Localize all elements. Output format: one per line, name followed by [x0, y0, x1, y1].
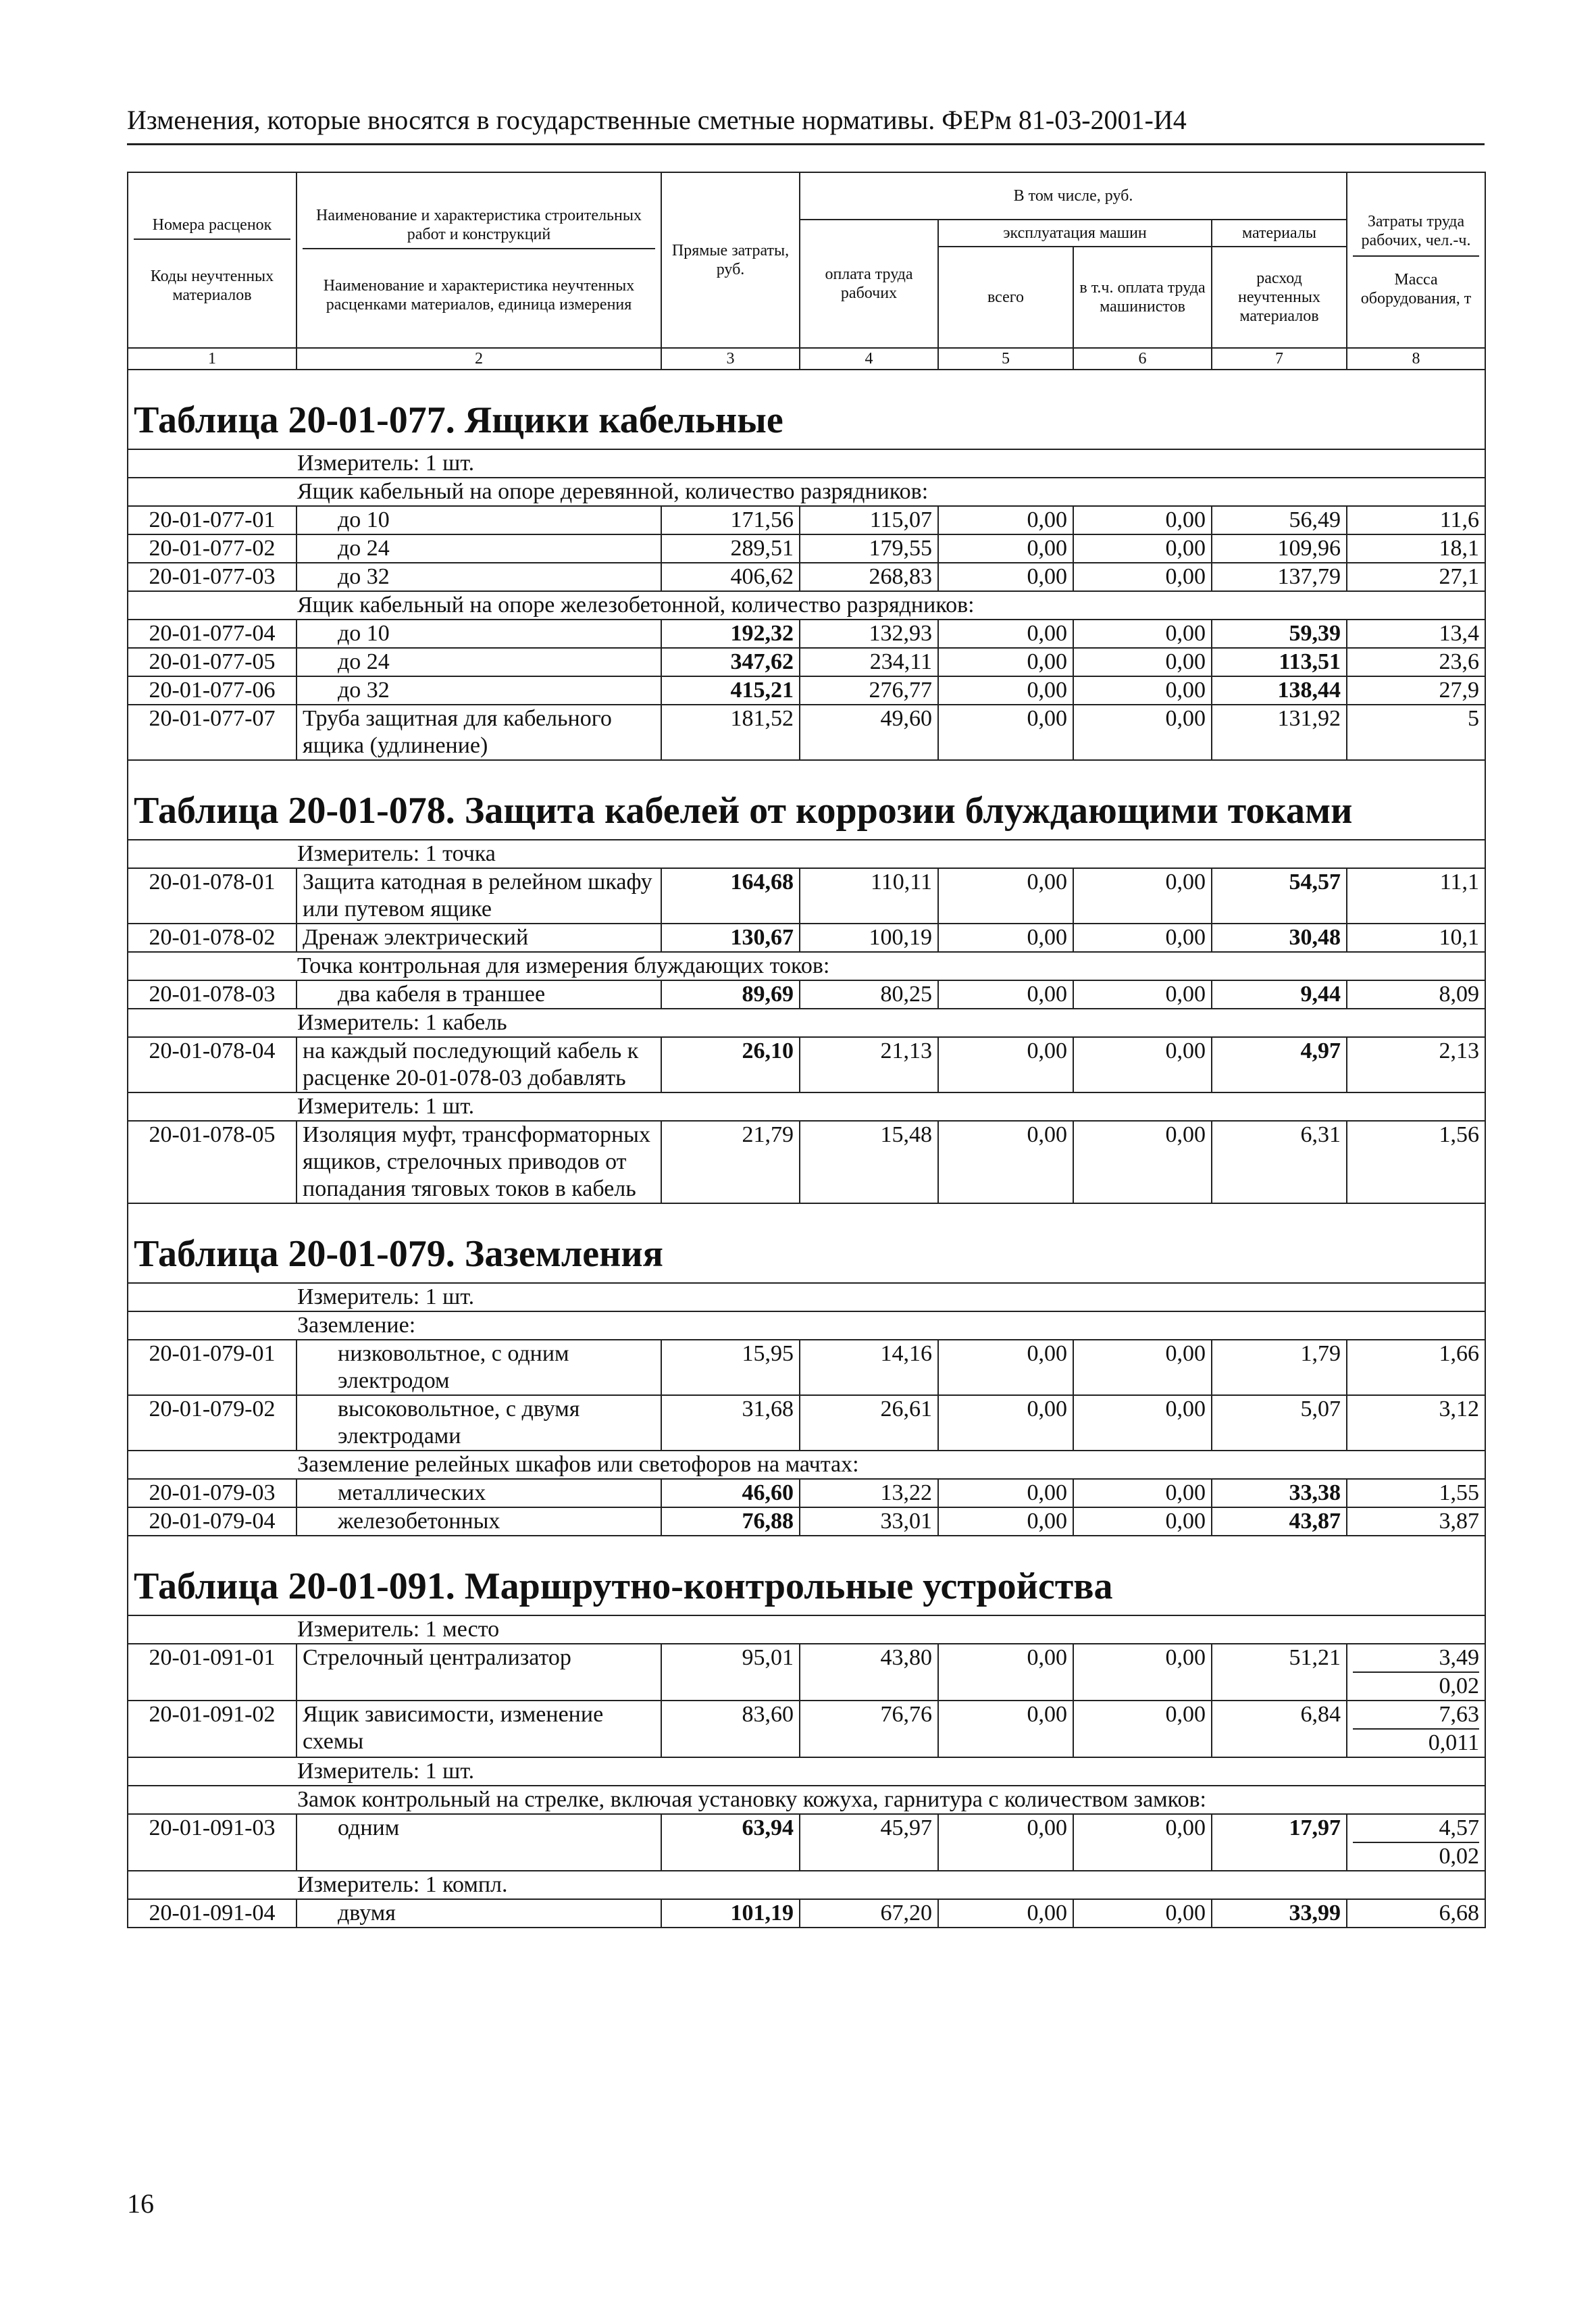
row-labor: 27,9 [1347, 676, 1485, 705]
row-mass: 0,011 [1353, 1728, 1479, 1757]
row-labor-mass [1347, 1644, 1485, 1701]
col-codes-header: Номера расценок Коды неучтенных материалов [128, 172, 297, 348]
row-machines-wage: 0,00 [1073, 676, 1212, 705]
column-number: 7 [1212, 348, 1347, 370]
row-code: 20-01-091-02 [128, 1701, 297, 1757]
table-row [128, 705, 1485, 760]
row-code: 20-01-077-06 [128, 676, 297, 705]
row-code: 20-01-079-04 [128, 1507, 297, 1536]
col-materials-spend-header: расход неучтенных материалов [1212, 247, 1347, 348]
row-materials: 1,79 [1212, 1340, 1347, 1395]
subgroup-label: Ящик кабельный на опоре железобетонной, количество разрядников: [128, 591, 1485, 620]
row-machines: 0,00 [938, 980, 1073, 1009]
row-labor: 2,13 [1347, 1037, 1485, 1092]
row-direct: 181,52 [661, 705, 800, 760]
row-machines-wage: 0,00 [1073, 1701, 1212, 1757]
table-row [128, 1899, 1485, 1928]
row-labor: 5 [1347, 705, 1485, 760]
row-name: Изоляция муфт, трансформаторных ящиков, стрелочных приводов от попадания тяговых токов в кабель [297, 1121, 661, 1203]
row-direct: 26,10 [661, 1037, 800, 1092]
subgroup-label: Замок контрольный на стрелке, включая установку кожуха, гарнитура с количеством замков: [128, 1786, 1485, 1814]
row-code: 20-01-078-01 [128, 868, 297, 924]
column-numbers-row [128, 348, 1485, 370]
row-materials: 54,57 [1212, 868, 1347, 924]
table-row [128, 868, 1485, 924]
row-machines: 0,00 [938, 1479, 1073, 1507]
row-labor: 3,49 [1439, 1645, 1479, 1670]
row-labor: 27,1 [1347, 563, 1485, 591]
column-number: 3 [661, 348, 800, 370]
row-name: металлических [297, 1479, 661, 1507]
row-wage: 49,60 [800, 705, 938, 760]
col-machines-header: эксплуатация машин [938, 220, 1212, 247]
row-materials: 6,31 [1212, 1121, 1347, 1203]
column-number: 5 [938, 348, 1073, 370]
table-row [128, 506, 1485, 534]
row-labor: 13,4 [1347, 620, 1485, 648]
row-code: 20-01-077-05 [128, 648, 297, 676]
row-labor: 8,09 [1347, 980, 1485, 1009]
table-row [128, 620, 1485, 648]
row-materials: 5,07 [1212, 1395, 1347, 1451]
row-direct: 289,51 [661, 534, 800, 563]
meter-label: Измеритель: 1 шт. [128, 449, 1485, 478]
row-wage: 45,97 [800, 1814, 938, 1871]
row-labor-mass [1347, 1814, 1485, 1871]
col-incl-header: В том числе, руб. [800, 172, 1347, 220]
meter-label: Измеритель: 1 шт. [128, 1092, 1485, 1121]
row-machines: 0,00 [938, 1340, 1073, 1395]
table-row [128, 1121, 1485, 1203]
row-name: до 24 [297, 648, 661, 676]
row-machines: 0,00 [938, 1701, 1073, 1757]
row-mass: 0,02 [1353, 1842, 1479, 1870]
row-name: Ящик зависимости, изменение схемы [297, 1701, 661, 1757]
col-wage-header: оплата труда рабочих [800, 220, 938, 348]
row-materials: 30,48 [1212, 924, 1347, 952]
row-wage: 179,55 [800, 534, 938, 563]
table-row [128, 1340, 1485, 1395]
row-wage: 43,80 [800, 1644, 938, 1701]
row-labor: 7,63 [1439, 1702, 1479, 1727]
row-name: Стрелочный централизатор [297, 1644, 661, 1701]
row-name: железобетонных [297, 1507, 661, 1536]
page-number: 16 [127, 2188, 154, 2219]
row-labor: 1,66 [1347, 1340, 1485, 1395]
row-name: до 24 [297, 534, 661, 563]
row-direct: 76,88 [661, 1507, 800, 1536]
row-machines-wage: 0,00 [1073, 980, 1212, 1009]
row-direct: 415,21 [661, 676, 800, 705]
row-wage: 15,48 [800, 1121, 938, 1203]
row-name: двумя [297, 1899, 661, 1928]
norms-table [127, 172, 1486, 1928]
table-row [128, 924, 1485, 952]
row-materials: 113,51 [1212, 648, 1347, 676]
row-name: до 10 [297, 506, 661, 534]
row-code: 20-01-077-03 [128, 563, 297, 591]
row-mass: 0,02 [1353, 1671, 1479, 1700]
row-name: Защита катодная в релейном шкафу или путевом ящике [297, 868, 661, 924]
table-row [128, 648, 1485, 676]
table-title-091: Таблица 20-01-091. Маршрутно-контрольные устройства [128, 1536, 1485, 1615]
row-wage: 80,25 [800, 980, 938, 1009]
table-row [128, 1644, 1485, 1701]
row-materials: 33,99 [1212, 1899, 1347, 1928]
row-direct: 89,69 [661, 980, 800, 1009]
row-code: 20-01-079-01 [128, 1340, 297, 1395]
table-row [128, 563, 1485, 591]
row-machines: 0,00 [938, 506, 1073, 534]
row-name: до 32 [297, 676, 661, 705]
norms-table-container [127, 172, 1485, 1928]
row-materials: 33,38 [1212, 1479, 1347, 1507]
row-materials: 138,44 [1212, 676, 1347, 705]
row-materials: 59,39 [1212, 620, 1347, 648]
col-labor-header: Затраты труда рабочих, чел.-ч. Масса оборудования, т [1347, 172, 1485, 348]
column-number: 1 [128, 348, 297, 370]
row-machines: 0,00 [938, 1395, 1073, 1451]
row-code: 20-01-078-03 [128, 980, 297, 1009]
row-code: 20-01-077-04 [128, 620, 297, 648]
row-machines-wage: 0,00 [1073, 1814, 1212, 1871]
row-wage: 268,83 [800, 563, 938, 591]
row-name: Труба защитная для кабельного ящика (удлинение) [297, 705, 661, 760]
col-materials-header: материалы [1212, 220, 1347, 247]
row-code: 20-01-078-04 [128, 1037, 297, 1092]
row-wage: 67,20 [800, 1899, 938, 1928]
row-wage: 21,13 [800, 1037, 938, 1092]
row-machines: 0,00 [938, 1507, 1073, 1536]
row-machines: 0,00 [938, 620, 1073, 648]
row-direct: 171,56 [661, 506, 800, 534]
row-machines-wage: 0,00 [1073, 868, 1212, 924]
row-wage: 100,19 [800, 924, 938, 952]
column-number: 4 [800, 348, 938, 370]
row-labor: 11,1 [1347, 868, 1485, 924]
row-machines-wage: 0,00 [1073, 705, 1212, 760]
row-labor: 3,87 [1347, 1507, 1485, 1536]
row-direct: 83,60 [661, 1701, 800, 1757]
meter-label: Измеритель: 1 компл. [128, 1871, 1485, 1899]
row-machines-wage: 0,00 [1073, 1507, 1212, 1536]
row-machines-wage: 0,00 [1073, 620, 1212, 648]
row-labor: 23,6 [1347, 648, 1485, 676]
row-machines-wage: 0,00 [1073, 1644, 1212, 1701]
table-row [128, 534, 1485, 563]
row-labor: 10,1 [1347, 924, 1485, 952]
row-machines-wage: 0,00 [1073, 563, 1212, 591]
row-wage: 132,93 [800, 620, 938, 648]
row-machines-wage: 0,00 [1073, 506, 1212, 534]
meter-label: Измеритель: 1 шт. [128, 1757, 1485, 1786]
row-direct: 347,62 [661, 648, 800, 676]
row-machines: 0,00 [938, 676, 1073, 705]
row-direct: 95,01 [661, 1644, 800, 1701]
meter-label: Измеритель: 1 точка [128, 840, 1485, 868]
row-materials: 17,97 [1212, 1814, 1347, 1871]
row-name: высоковольтное, с двумя электродами [297, 1395, 661, 1451]
row-direct: 63,94 [661, 1814, 800, 1871]
row-labor: 6,68 [1347, 1899, 1485, 1928]
col-machines-total-header: всего [938, 247, 1073, 348]
row-name: два кабеля в траншее [297, 980, 661, 1009]
table-title-078: Таблица 20-01-078. Защита кабелей от коррозии блуждающими токами [128, 760, 1485, 840]
row-name: одним [297, 1814, 661, 1871]
row-wage: 13,22 [800, 1479, 938, 1507]
row-labor: 4,57 [1439, 1815, 1479, 1840]
row-direct: 46,60 [661, 1479, 800, 1507]
table-row [128, 676, 1485, 705]
row-materials: 56,49 [1212, 506, 1347, 534]
row-machines: 0,00 [938, 534, 1073, 563]
table-title-077: Таблица 20-01-077. Ящики кабельные [128, 370, 1485, 449]
table-row [128, 1395, 1485, 1451]
row-machines: 0,00 [938, 648, 1073, 676]
row-wage: 26,61 [800, 1395, 938, 1451]
column-number: 2 [297, 348, 661, 370]
row-code: 20-01-078-02 [128, 924, 297, 952]
row-machines-wage: 0,00 [1073, 1121, 1212, 1203]
column-number: 6 [1073, 348, 1212, 370]
row-code: 20-01-079-03 [128, 1479, 297, 1507]
row-direct: 406,62 [661, 563, 800, 591]
row-machines-wage: 0,00 [1073, 1899, 1212, 1928]
row-machines: 0,00 [938, 563, 1073, 591]
row-code: 20-01-077-01 [128, 506, 297, 534]
table-row [128, 1701, 1485, 1757]
col-machines-wage-header: в т.ч. оплата труда машинистов [1073, 247, 1212, 348]
row-machines: 0,00 [938, 1037, 1073, 1092]
row-machines-wage: 0,00 [1073, 1340, 1212, 1395]
row-machines-wage: 0,00 [1073, 648, 1212, 676]
row-direct: 21,79 [661, 1121, 800, 1203]
subgroup-label: Точка контрольная для измерения блуждающих токов: [128, 952, 1485, 980]
row-direct: 164,68 [661, 868, 800, 924]
row-wage: 276,77 [800, 676, 938, 705]
row-machines: 0,00 [938, 1814, 1073, 1871]
row-labor-mass [1347, 1701, 1485, 1757]
row-name: Дренаж электрический [297, 924, 661, 952]
row-materials: 4,97 [1212, 1037, 1347, 1092]
row-name: на каждый последующий кабель к расценке 20-01-078-03 добавлять [297, 1037, 661, 1092]
row-machines: 0,00 [938, 924, 1073, 952]
col-direct-header: Прямые затраты, руб. [661, 172, 800, 348]
subgroup-label: Заземление релейных шкафов или светофоров на мачтах: [128, 1451, 1485, 1479]
row-labor: 1,56 [1347, 1121, 1485, 1203]
row-direct: 130,67 [661, 924, 800, 952]
row-wage: 110,11 [800, 868, 938, 924]
row-wage: 115,07 [800, 506, 938, 534]
table-row [128, 980, 1485, 1009]
row-wage: 33,01 [800, 1507, 938, 1536]
table-row [128, 1479, 1485, 1507]
row-direct: 101,19 [661, 1899, 800, 1928]
row-materials: 137,79 [1212, 563, 1347, 591]
row-materials: 43,87 [1212, 1507, 1347, 1536]
row-machines: 0,00 [938, 1644, 1073, 1701]
row-direct: 31,68 [661, 1395, 800, 1451]
meter-label: Измеритель: 1 место [128, 1615, 1485, 1644]
row-machines-wage: 0,00 [1073, 1479, 1212, 1507]
table-row [128, 1507, 1485, 1536]
row-direct: 15,95 [661, 1340, 800, 1395]
row-wage: 234,11 [800, 648, 938, 676]
subgroup-label: Заземление: [128, 1311, 1485, 1340]
row-machines-wage: 0,00 [1073, 1395, 1212, 1451]
meter-label: Измеритель: 1 кабель [128, 1009, 1485, 1037]
row-labor: 11,6 [1347, 506, 1485, 534]
row-machines: 0,00 [938, 868, 1073, 924]
row-code: 20-01-091-01 [128, 1644, 297, 1701]
col-name-header: Наименование и характеристика строительных работ и конструкций Наименование и характеристика неучтенных расценками материалов, единица измерения [297, 172, 661, 348]
row-direct: 192,32 [661, 620, 800, 648]
row-name: низковольтное, с одним электродом [297, 1340, 661, 1395]
row-code: 20-01-077-07 [128, 705, 297, 760]
row-machines: 0,00 [938, 1121, 1073, 1203]
table-title-079: Таблица 20-01-079. Заземления [128, 1203, 1485, 1283]
table-header [128, 172, 1485, 370]
column-number: 8 [1347, 348, 1485, 370]
row-materials: 109,96 [1212, 534, 1347, 563]
row-materials: 9,44 [1212, 980, 1347, 1009]
row-code: 20-01-091-04 [128, 1899, 297, 1928]
row-materials: 131,92 [1212, 705, 1347, 760]
row-materials: 6,84 [1212, 1701, 1347, 1757]
row-code: 20-01-078-05 [128, 1121, 297, 1203]
row-labor: 3,12 [1347, 1395, 1485, 1451]
row-materials: 51,21 [1212, 1644, 1347, 1701]
page-header: Изменения, которые вносятся в государственные сметные нормативы. ФЕРм 81-03-2001-И4 [127, 101, 1485, 145]
row-machines-wage: 0,00 [1073, 534, 1212, 563]
row-labor: 1,55 [1347, 1479, 1485, 1507]
subgroup-label: Ящик кабельный на опоре деревянной, количество разрядников: [128, 478, 1485, 506]
row-code: 20-01-079-02 [128, 1395, 297, 1451]
row-machines: 0,00 [938, 705, 1073, 760]
row-machines: 0,00 [938, 1899, 1073, 1928]
row-machines-wage: 0,00 [1073, 924, 1212, 952]
row-wage: 76,76 [800, 1701, 938, 1757]
table-row [128, 1037, 1485, 1092]
row-name: до 32 [297, 563, 661, 591]
row-wage: 14,16 [800, 1340, 938, 1395]
row-labor: 18,1 [1347, 534, 1485, 563]
row-code: 20-01-091-03 [128, 1814, 297, 1871]
meter-label: Измеритель: 1 шт. [128, 1283, 1485, 1311]
row-code: 20-01-077-02 [128, 534, 297, 563]
row-machines-wage: 0,00 [1073, 1037, 1212, 1092]
row-name: до 10 [297, 620, 661, 648]
table-row [128, 1814, 1485, 1871]
